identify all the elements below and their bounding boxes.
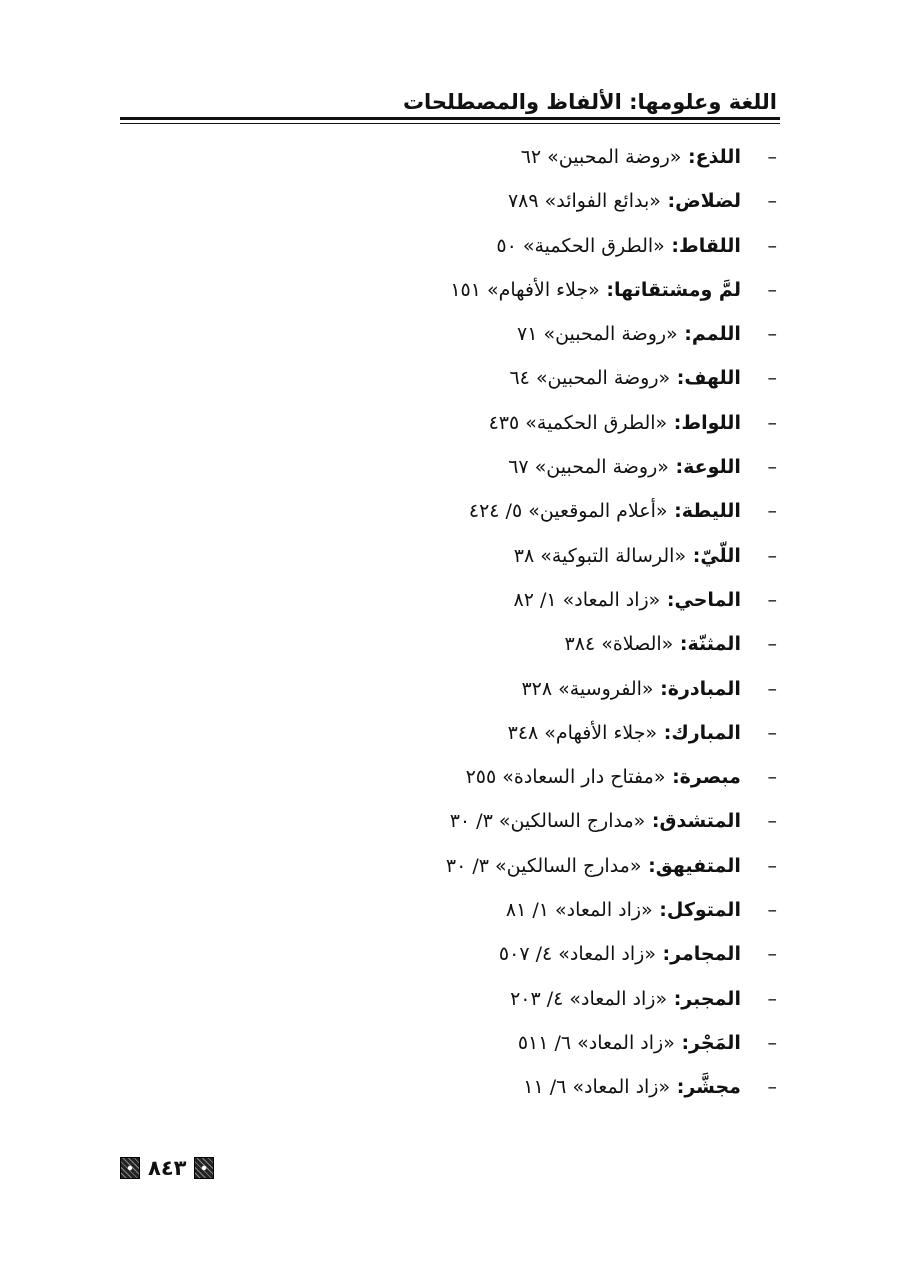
index-entry <box>117 888 777 932</box>
entry-page-ref: ٦٧ <box>508 456 529 479</box>
entry-dash: – <box>767 721 777 744</box>
entry-dash: – <box>767 278 777 301</box>
entry-dash: – <box>767 987 777 1010</box>
index-entry <box>117 489 777 533</box>
index-entry <box>117 401 777 445</box>
entry-book-title: «مفتاح دار السعادة» <box>502 766 666 789</box>
entry-separator: : <box>657 721 672 744</box>
entry-term: المثنّة <box>687 633 741 656</box>
index-entry <box>117 844 777 888</box>
entry-separator: : <box>653 677 668 700</box>
entry-term: المتفيهق <box>655 854 741 877</box>
entry-book-title: «روضة المحبين» <box>535 367 671 390</box>
entry-page-ref: ٤/ ٥٠٧ <box>498 943 553 966</box>
entry-dash: – <box>767 500 777 523</box>
entry-page-ref: ٣٢٨ <box>521 677 553 700</box>
entry-page-ref: ١/ ٨٢ <box>513 588 557 611</box>
index-entry <box>117 932 777 976</box>
entry-term: مجشَّر <box>684 1076 741 1099</box>
entry-separator: : <box>667 411 682 434</box>
entry-book-title: «زاد المعاد» <box>558 943 656 966</box>
entry-book-title: «زاد المعاد» <box>569 987 668 1010</box>
entry-separator: : <box>664 234 679 257</box>
entry-separator: : <box>677 323 692 346</box>
entry-term: المجبر <box>681 987 741 1010</box>
entry-book-title: «زاد المعاد» <box>555 899 653 922</box>
entry-book-title: «الصلاة» <box>601 633 674 656</box>
entry-term: اللقاط <box>679 234 741 257</box>
entry-term: اللمم <box>691 323 741 346</box>
entry-separator: : <box>681 146 696 168</box>
entry-book-title: «زاد المعاد» <box>577 1031 675 1054</box>
index-entry <box>117 356 777 400</box>
entry-book-title: «روضة المحبين» <box>547 146 682 168</box>
entry-dash: – <box>767 588 777 611</box>
entry-term: اللهف <box>684 367 741 390</box>
page-footer <box>120 1153 214 1183</box>
entry-separator: : <box>652 899 667 922</box>
entry-dash: – <box>767 146 777 168</box>
entry-page-ref: ٢٥٥ <box>465 766 497 789</box>
entry-book-title: «بدائع الفوائد» <box>544 190 661 213</box>
index-entry <box>117 312 777 356</box>
header-rule-thin <box>120 123 780 124</box>
entry-page-ref: ٤/ ٢٠٣ <box>510 987 564 1010</box>
entry-dash: – <box>767 190 777 213</box>
entry-book-title: «زاد المعاد» <box>562 588 661 611</box>
entry-dash: – <box>767 899 777 922</box>
index-entry <box>117 224 777 268</box>
index-entry <box>117 977 777 1021</box>
entry-page-ref: ٣٨٤ <box>564 633 596 656</box>
entry-page-ref: ٦/ ٥١١ <box>517 1031 572 1054</box>
entry-dash: – <box>767 810 777 833</box>
index-entry <box>117 445 777 489</box>
entry-dash: – <box>767 234 777 257</box>
entry-page-ref: ٤٣٥ <box>488 411 520 434</box>
entry-term: المجامر <box>670 943 741 966</box>
entry-book-title: «زاد المعاد» <box>572 1076 671 1099</box>
entry-separator: : <box>667 500 682 523</box>
entry-book-title: «جلاء الأفهام» <box>486 278 600 301</box>
entry-dash: – <box>767 1031 777 1054</box>
entry-page-ref: ٣٤٨ <box>507 721 539 744</box>
entry-term: اللوعة <box>683 456 741 479</box>
entry-page-ref: ٣/ ٣٠ <box>445 854 489 877</box>
entry-page-ref: ٥/ ٤٢٤ <box>468 500 523 523</box>
entry-term: لمَّ ومشتقاتها <box>614 278 741 301</box>
entry-term: لضلاض <box>675 190 741 213</box>
entry-separator: : <box>686 544 701 567</box>
index-entry <box>117 799 777 843</box>
entry-book-title: «الطرق الحكمية» <box>522 234 665 257</box>
entry-dash: – <box>767 1076 777 1099</box>
entry-book-title: «أعلام الموقعين» <box>528 500 668 523</box>
index-entry <box>117 578 777 622</box>
entry-dash: – <box>767 411 777 434</box>
entry-book-title: «روضة المحبين» <box>543 323 678 346</box>
entry-page-ref: ٧٨٩ <box>507 190 539 213</box>
entry-page-ref: ٦/ ١١ <box>523 1076 567 1099</box>
entry-book-title: «الطرق الحكمية» <box>525 411 668 434</box>
entry-page-ref: ٥٠ <box>496 234 517 257</box>
entry-page-ref: ٣/ ٣٠ <box>449 810 493 833</box>
entry-dash: – <box>767 633 777 656</box>
entry-term: الليطة <box>681 500 741 523</box>
entry-dash: – <box>767 943 777 966</box>
entry-book-title: «الفروسية» <box>558 677 654 700</box>
page-number: ٨٤٣ <box>148 1156 187 1180</box>
entry-dash: – <box>767 323 777 346</box>
entry-term: المبارك <box>671 721 741 744</box>
index-entry <box>117 135 777 179</box>
entry-page-ref: ٣٨ <box>513 544 535 567</box>
entry-book-title: «جلاء الأفهام» <box>544 721 658 744</box>
entry-separator: : <box>660 190 676 213</box>
entry-separator: : <box>645 810 660 833</box>
entry-term: المَجْر <box>689 1031 741 1054</box>
entry-dash: – <box>767 766 777 789</box>
index-entry-list <box>117 135 777 1110</box>
ornament-left-icon <box>120 1157 140 1179</box>
index-entry <box>117 622 777 666</box>
entry-term: اللذع <box>695 146 741 168</box>
index-entry <box>117 755 777 799</box>
index-entry <box>117 534 777 578</box>
entry-term: اللواط <box>681 411 741 434</box>
entry-separator: : <box>599 278 615 301</box>
entry-dash: – <box>767 677 777 700</box>
entry-separator: : <box>670 1076 685 1099</box>
entry-separator: : <box>668 456 684 479</box>
index-entry <box>117 711 777 755</box>
entry-book-title: «روضة المحبين» <box>534 456 669 479</box>
entry-book-title: «الرسالة التبوكية» <box>540 544 687 567</box>
entry-dash: – <box>767 367 777 390</box>
ornament-right-icon <box>194 1157 214 1179</box>
entry-page-ref: ١٥١ <box>450 278 481 301</box>
index-entry <box>117 1065 777 1109</box>
entry-separator: : <box>670 367 685 390</box>
index-entry <box>117 667 777 711</box>
index-entry <box>117 268 777 312</box>
entry-page-ref: ٧١ <box>517 323 538 346</box>
entry-separator: : <box>665 766 680 789</box>
entry-dash: – <box>767 854 777 877</box>
entry-book-title: «مدارج السالكين» <box>495 854 642 877</box>
entry-term: اللّيّ <box>700 544 741 567</box>
entry-page-ref: ٦٤ <box>509 367 530 390</box>
entry-separator: : <box>674 1031 690 1054</box>
index-entry <box>117 179 777 223</box>
running-header-title: اللغة وعلومها: الألفاظ والمصطلحات <box>402 90 777 114</box>
index-entry <box>117 1021 777 1065</box>
entry-book-title: «مدارج السالكين» <box>498 810 646 833</box>
header-rule-thick <box>120 117 780 120</box>
entry-separator: : <box>673 633 688 656</box>
entry-dash: – <box>767 456 777 479</box>
entry-dash: – <box>767 544 777 567</box>
entry-term: مبصرة <box>679 766 741 789</box>
entry-page-ref: ٦٢ <box>520 146 542 168</box>
entry-term: الماحي <box>674 588 741 611</box>
entry-term: المتوكل <box>666 899 741 922</box>
entry-term: المبادرة <box>667 677 741 700</box>
entry-term: المتشدق <box>659 810 741 833</box>
entry-separator: : <box>667 987 682 1010</box>
entry-separator: : <box>660 588 675 611</box>
entry-separator: : <box>641 854 656 877</box>
entry-separator: : <box>655 943 671 966</box>
entry-page-ref: ١/ ٨١ <box>505 899 549 922</box>
